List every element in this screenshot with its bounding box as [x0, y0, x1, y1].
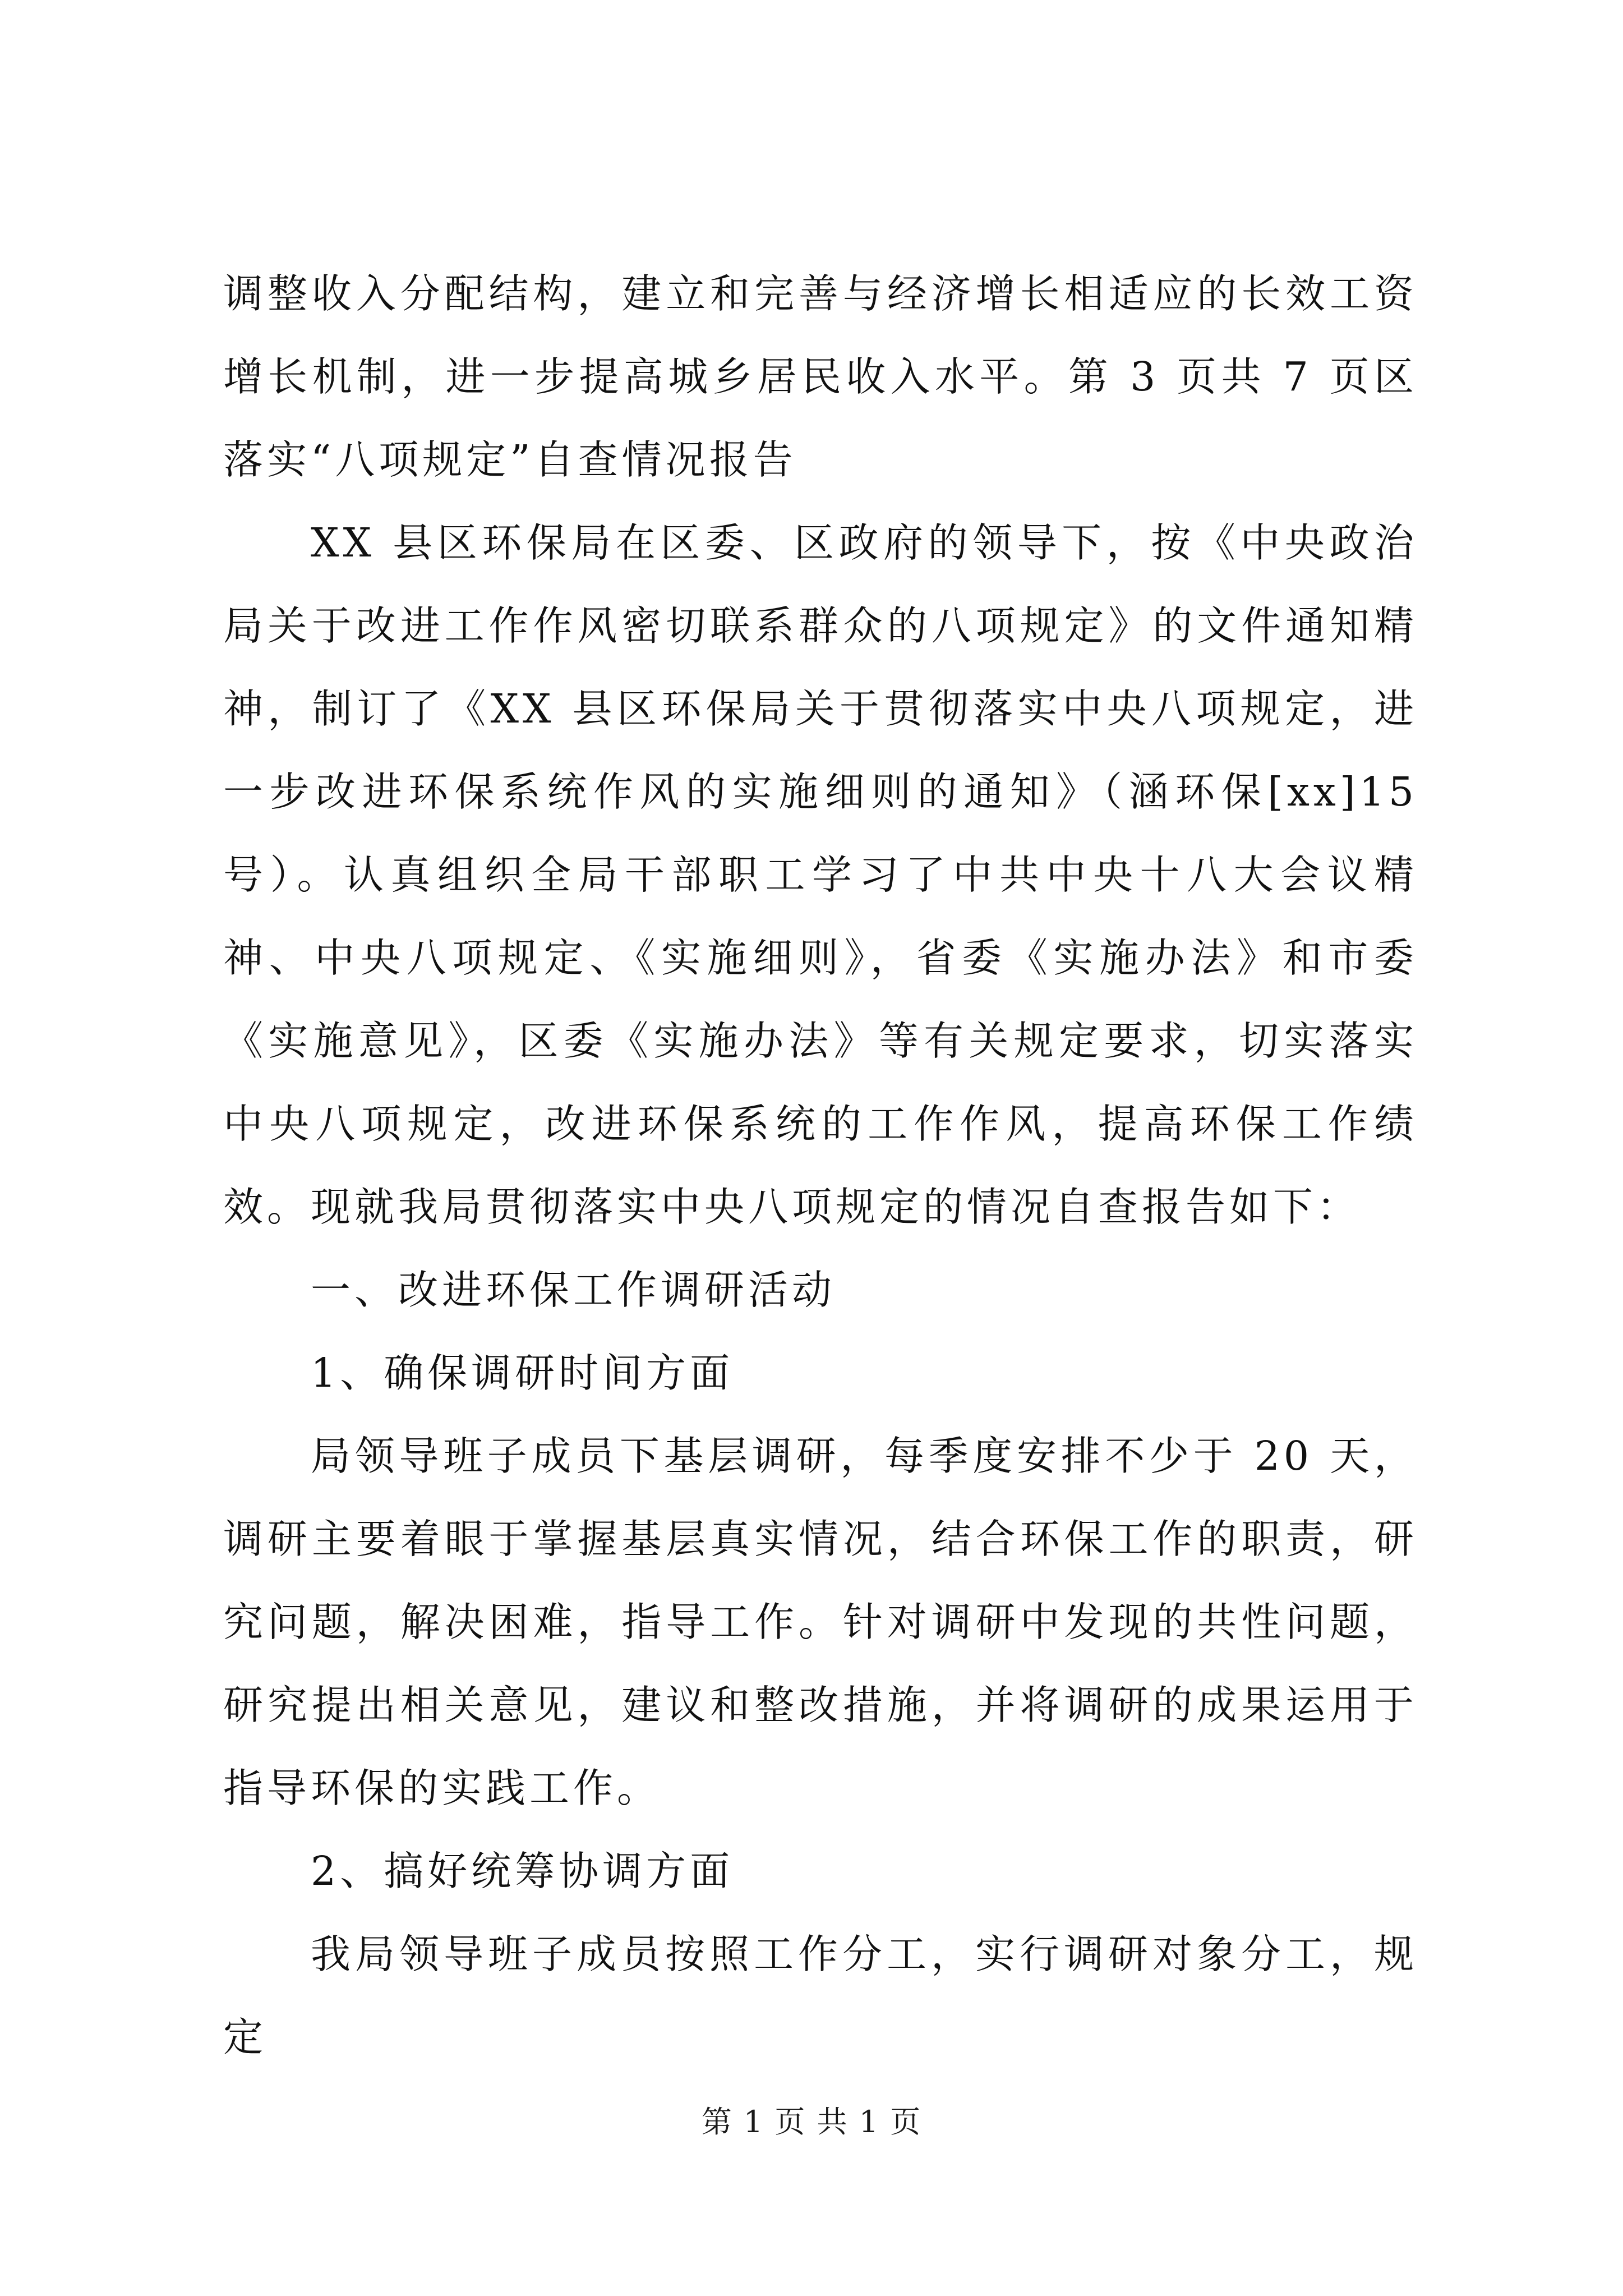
- document-body: [223, 252, 1418, 2079]
- page-footer: 第 1 页 共 1 页: [701, 2104, 922, 2139]
- paragraph-income-distribution: 调整收入分配结构，建立和完善与经济增长相适应的长效工资增长机制，进一步提高城乡居民收入水平。第 3 页共 7 页区落实“八项规定”自查情况报告: [223, 270, 1418, 483]
- paragraph-report-intro: XX 县区环保局在区委、区政府的领导下，按《中央政治局关于改进工作作风密切联系群众的八项规定》的文件通知精神，制订了《XX 县区环保局关于贯彻落实中央八项规定，进一步改进环保系统作风的实施细则的通知》（涵环保[xx]15 号）。认真组织全局干部职工学习了中共中央十八大会议精神、中央八项规定、《实施细则》，省委《实施办法》和市委《实施意见》，区委《实施办法》等有关规定要求，切实落实中央八项规定，改进环保系统的工作作风，提高环保工作绩效。现就我局贯彻落实中央八项规定的情况自查报告如下：: [223, 519, 1418, 1230]
- subheading-coordination: 2、搞好统筹协调方面: [311, 1848, 734, 1894]
- paragraph-research-time: 局领导班子成员下基层调研，每季度安排不少于 20 天，调研主要着眼于掌握基层真实情况，结合环保工作的职责，研究问题，解决困难，指导工作。针对调研中发现的共性问题，研究提出相关意见，建议和整改措施，并将调研的成果运用于指导环保的实践工作。: [223, 1433, 1418, 1811]
- subheading-research-time: 1、确保调研时间方面: [311, 1350, 734, 1396]
- paragraph-coordination: 我局领导班子成员按照工作分工，实行调研对象分工，规定: [223, 1931, 1418, 2060]
- section-heading-research: 一、改进环保工作调研活动: [311, 1267, 836, 1313]
